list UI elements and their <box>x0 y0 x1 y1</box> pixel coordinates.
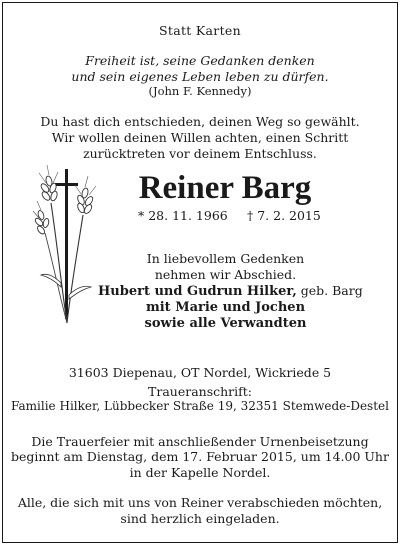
funeral-line-3: in der Kapelle Nordel. <box>129 465 271 480</box>
residence-address: 31603 Diepenau, OT Nordel, Wickriede 5 <box>68 365 332 380</box>
birth-date: * 28. 11. 1966 <box>138 208 228 223</box>
family-maiden-note: geb. Barg <box>296 283 363 298</box>
verse-line-1: Du hast dich entschieden, deinen Weg so gewählt. <box>40 114 360 129</box>
mourners-line-1: In liebevollem Gedenken <box>146 251 305 266</box>
quote-line-2: und sein eigenes Leben leben zu dürfen. <box>71 69 329 84</box>
closing-line-1: Alle, die sich mit uns von Reiner verabschieden möchten, <box>17 495 383 510</box>
quote-attribution: (John F. Kennedy) <box>148 84 252 98</box>
mourners-line-2: nehmen wir Abschied. <box>154 267 297 282</box>
deceased-name: Reiner Barg <box>138 170 312 206</box>
cross-with-wheat-icon <box>31 163 103 337</box>
quote-line-1: Freiheit ist, seine Gedanken denken <box>85 53 315 68</box>
notice-header: Statt Karten <box>159 23 241 38</box>
closing-line-2: sind herzlich eingeladen. <box>120 511 280 526</box>
funeral-line-1: Die Trauerfeier mit anschließender Urnenbeisetzung <box>31 434 369 449</box>
verse-line-2: Wir wollen deinen Willen achten, einen Schritt <box>51 130 349 145</box>
mourners-line-4: mit Marie und Jochen <box>145 300 306 315</box>
funeral-line-2: beginnt am Dienstag, dem 17. Februar 2015, um 14.00 Uhr <box>11 449 389 464</box>
death-date: † 7. 2. 2015 <box>247 208 321 223</box>
family-names: Hubert und Gudrun Hilker, <box>98 284 297 299</box>
mourners-family <box>98 283 363 299</box>
mourning-address-label: Traueranschrift: <box>148 384 252 399</box>
verse-line-3: zurücktreten vor deinem Entschluss. <box>83 146 317 161</box>
mourners-line-5: sowie alle Verwandten <box>144 316 307 331</box>
obituary-notice <box>2 2 398 543</box>
mourning-address: Familie Hilker, Lübbecker Straße 19, 32351 Stemwede-Destel <box>11 399 389 413</box>
